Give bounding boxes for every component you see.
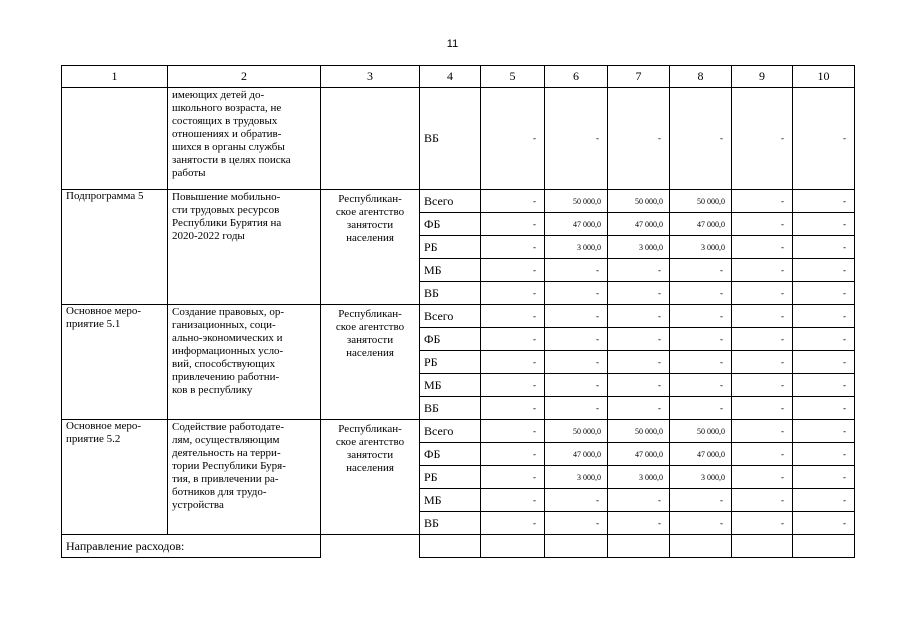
value-cell: - xyxy=(793,190,855,213)
value-cell: - xyxy=(608,512,670,535)
header-cell: 6 xyxy=(545,66,608,88)
value-cell: - xyxy=(732,282,793,305)
value-cell: - xyxy=(481,351,545,374)
empty-cell xyxy=(670,535,732,558)
value-cell: - xyxy=(545,397,608,420)
value-cell: - xyxy=(608,259,670,282)
value-cell: - xyxy=(545,351,608,374)
value-cell: - xyxy=(608,489,670,512)
value-cell: - xyxy=(481,190,545,213)
value-cell: - xyxy=(481,236,545,259)
value-cell: - xyxy=(793,282,855,305)
value-cell: - xyxy=(608,397,670,420)
value-cell: - xyxy=(608,305,670,328)
value-cell: - xyxy=(732,466,793,489)
value-cell: - xyxy=(545,88,608,190)
value-cell: - xyxy=(732,351,793,374)
value-cell: - xyxy=(793,351,855,374)
value-cell: 47 000,0 xyxy=(545,443,608,466)
program-name-cell: Основное меро- приятие 5.1 xyxy=(62,305,168,420)
table-body xyxy=(62,66,855,558)
value-cell: 50 000,0 xyxy=(670,420,732,443)
value-cell: - xyxy=(670,512,732,535)
value-cell: - xyxy=(481,512,545,535)
source-cell: Всего xyxy=(420,190,481,213)
executor-cell: Республикан- ское агентство занятости населения xyxy=(321,190,420,305)
value-cell: - xyxy=(545,374,608,397)
empty-cell xyxy=(793,535,855,558)
description-cell: Создание правовых, ор- ганизационных, соци- ально-экономических и информационных усло- вий, способствующих привлечению работни- ков в республику xyxy=(168,305,321,420)
value-cell: 50 000,0 xyxy=(545,420,608,443)
header-cell: 1 xyxy=(62,66,168,88)
value-cell: - xyxy=(793,305,855,328)
value-cell: - xyxy=(732,328,793,351)
value-cell: 3 000,0 xyxy=(670,236,732,259)
value-cell: - xyxy=(793,213,855,236)
empty-cell xyxy=(481,535,545,558)
value-cell: - xyxy=(793,236,855,259)
empty-cell xyxy=(420,535,481,558)
value-cell: 50 000,0 xyxy=(545,190,608,213)
header-cell: 5 xyxy=(481,66,545,88)
budget-table xyxy=(61,65,855,558)
value-cell: - xyxy=(670,397,732,420)
value-cell: - xyxy=(670,328,732,351)
executor-cell: Республикан- ское агентство занятости населения xyxy=(321,420,420,535)
description-cell: Повышение мобильно- сти трудовых ресурсов Республики Бурятия на 2020-2022 годы xyxy=(168,190,321,305)
empty-cell xyxy=(608,535,670,558)
value-cell: 47 000,0 xyxy=(608,213,670,236)
value-cell: - xyxy=(793,420,855,443)
value-cell: - xyxy=(545,259,608,282)
source-cell: МБ xyxy=(420,489,481,512)
value-cell: - xyxy=(481,305,545,328)
page-number: 11 xyxy=(446,38,459,50)
header-cell: 10 xyxy=(793,66,855,88)
value-cell: - xyxy=(545,328,608,351)
source-cell: РБ xyxy=(420,351,481,374)
value-cell: - xyxy=(793,328,855,351)
value-cell: - xyxy=(481,259,545,282)
header-cell: 8 xyxy=(670,66,732,88)
source-cell: ФБ xyxy=(420,328,481,351)
source-cell: МБ xyxy=(420,259,481,282)
value-cell: - xyxy=(670,88,732,190)
value-cell: - xyxy=(481,88,545,190)
value-cell: - xyxy=(608,351,670,374)
source-cell: ВБ xyxy=(420,282,481,305)
value-cell: 47 000,0 xyxy=(670,443,732,466)
header-cell: 2 xyxy=(168,66,321,88)
value-cell: - xyxy=(481,397,545,420)
value-cell: 3 000,0 xyxy=(670,466,732,489)
source-cell: ФБ xyxy=(420,213,481,236)
value-cell: - xyxy=(793,512,855,535)
value-cell: - xyxy=(793,466,855,489)
source-cell: ВБ xyxy=(420,397,481,420)
table-row xyxy=(62,420,855,443)
value-cell: 47 000,0 xyxy=(670,213,732,236)
table-row xyxy=(62,190,855,213)
value-cell: - xyxy=(793,259,855,282)
value-cell: - xyxy=(793,374,855,397)
value-cell: - xyxy=(732,259,793,282)
value-cell: - xyxy=(608,328,670,351)
expense-direction-label: Направление расходов: xyxy=(62,535,321,558)
description-cell: Содействие работодате- лям, осуществляющим деятельность на терри- тории Республики Буря- тия, в привлечении ра- ботников для трудо- устройства xyxy=(168,420,321,535)
value-cell: - xyxy=(732,305,793,328)
value-cell: - xyxy=(732,489,793,512)
value-cell: 47 000,0 xyxy=(608,443,670,466)
header-row xyxy=(62,66,855,88)
value-cell: - xyxy=(670,351,732,374)
source-cell: Всего xyxy=(420,420,481,443)
program-name-cell: Основное меро- приятие 5.2 xyxy=(62,420,168,535)
value-cell: - xyxy=(481,489,545,512)
value-cell: - xyxy=(732,512,793,535)
description-cell: имеющих детей до- школьного возраста, не состоящих в трудовых отношениях и обратив- шихся в органы службы занятости в целях поиска работы xyxy=(168,88,321,190)
value-cell: - xyxy=(732,88,793,190)
source-cell: МБ xyxy=(420,374,481,397)
value-cell: - xyxy=(608,282,670,305)
value-cell: - xyxy=(608,374,670,397)
value-cell: - xyxy=(545,489,608,512)
footer-row xyxy=(62,535,855,558)
value-cell: - xyxy=(732,236,793,259)
value-cell: 3 000,0 xyxy=(608,236,670,259)
empty-gap-cell xyxy=(321,535,420,558)
value-cell: - xyxy=(481,213,545,236)
header-cell: 9 xyxy=(732,66,793,88)
program-name-cell xyxy=(62,88,168,190)
source-cell: РБ xyxy=(420,466,481,489)
value-cell: - xyxy=(481,443,545,466)
source-cell: ВБ xyxy=(420,88,481,190)
table-row xyxy=(62,88,855,190)
source-cell: ФБ xyxy=(420,443,481,466)
value-cell: - xyxy=(481,374,545,397)
empty-cell xyxy=(545,535,608,558)
value-cell: - xyxy=(670,489,732,512)
header-cell: 3 xyxy=(321,66,420,88)
value-cell: - xyxy=(545,305,608,328)
value-cell: - xyxy=(545,282,608,305)
value-cell: - xyxy=(732,374,793,397)
value-cell: 50 000,0 xyxy=(608,190,670,213)
value-cell: - xyxy=(481,282,545,305)
source-cell: ВБ xyxy=(420,512,481,535)
executor-cell: Республикан- ское агентство занятости населения xyxy=(321,305,420,420)
executor-cell xyxy=(321,88,420,190)
source-cell: Всего xyxy=(420,305,481,328)
value-cell: - xyxy=(732,420,793,443)
value-cell: 50 000,0 xyxy=(670,190,732,213)
value-cell: - xyxy=(481,328,545,351)
value-cell: - xyxy=(670,282,732,305)
value-cell: - xyxy=(608,88,670,190)
table-row xyxy=(62,305,855,328)
program-name-cell: Подпрограмма 5 xyxy=(62,190,168,305)
value-cell: - xyxy=(670,305,732,328)
value-cell: - xyxy=(793,489,855,512)
value-cell: - xyxy=(732,397,793,420)
value-cell: - xyxy=(793,443,855,466)
value-cell: 50 000,0 xyxy=(608,420,670,443)
header-cell: 4 xyxy=(420,66,481,88)
header-cell: 7 xyxy=(608,66,670,88)
value-cell: - xyxy=(481,420,545,443)
value-cell: 3 000,0 xyxy=(545,236,608,259)
value-cell: 47 000,0 xyxy=(545,213,608,236)
value-cell: - xyxy=(793,88,855,190)
value-cell: 3 000,0 xyxy=(545,466,608,489)
value-cell: - xyxy=(732,190,793,213)
value-cell: - xyxy=(670,259,732,282)
empty-cell xyxy=(732,535,793,558)
value-cell: - xyxy=(481,466,545,489)
value-cell: 3 000,0 xyxy=(608,466,670,489)
source-cell: РБ xyxy=(420,236,481,259)
value-cell: - xyxy=(670,374,732,397)
value-cell: - xyxy=(545,512,608,535)
value-cell: - xyxy=(732,443,793,466)
value-cell: - xyxy=(793,397,855,420)
value-cell: - xyxy=(732,213,793,236)
